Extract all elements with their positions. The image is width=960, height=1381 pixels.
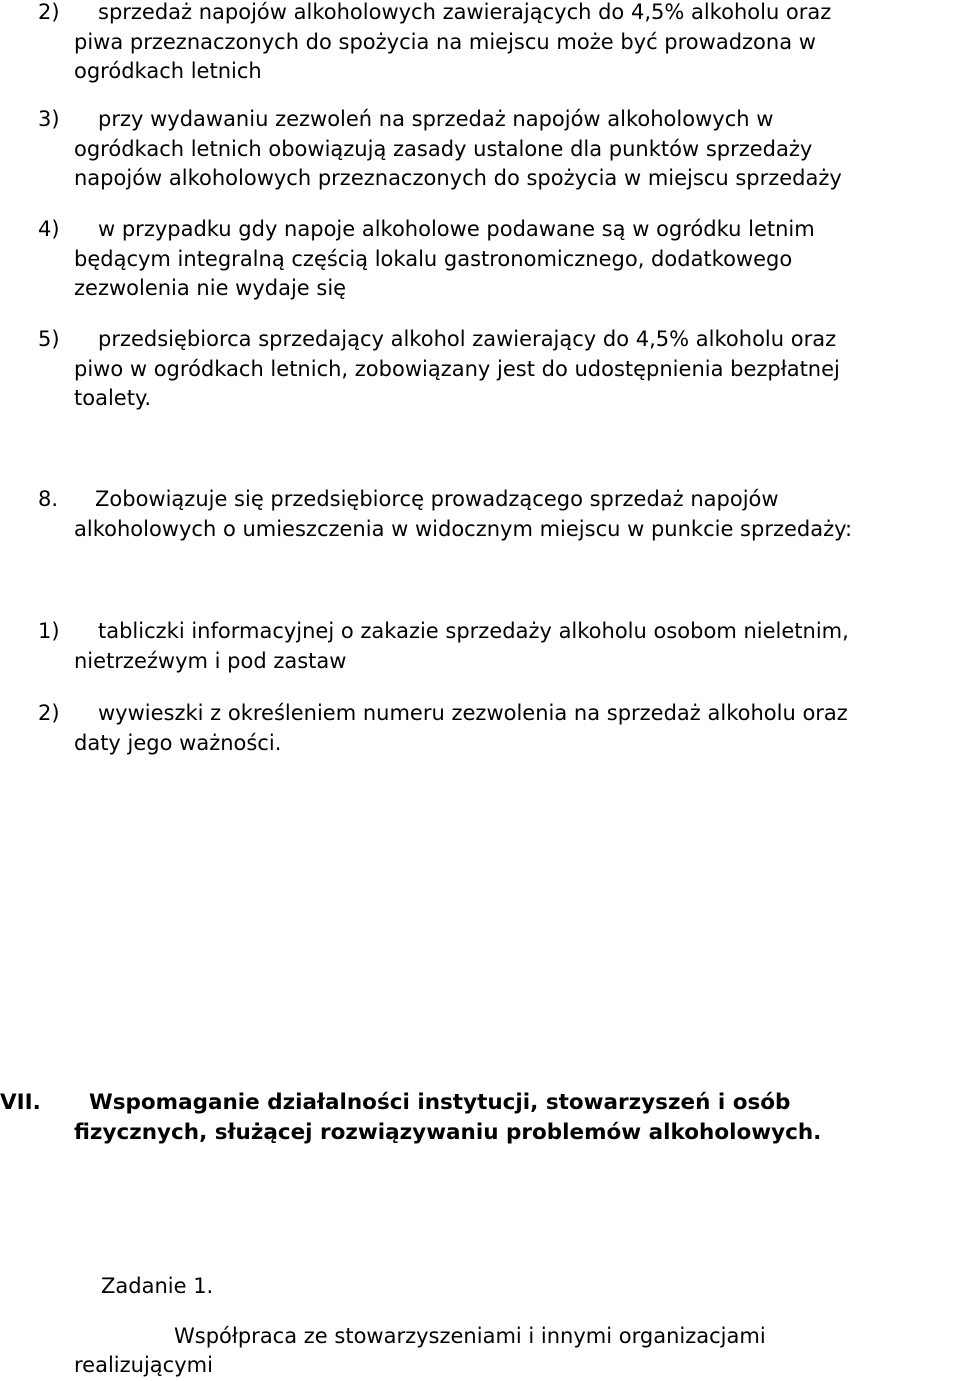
section-heading bbox=[0, 1088, 960, 1147]
item-text-line: zezwolenia nie wydaje się bbox=[74, 276, 347, 300]
section-title-line: Wspomaganie działalności instytucji, stowarzyszeń i osób bbox=[89, 1090, 791, 1115]
item-text-line: Zobowiązuje się przedsiębiorcę prowadzącego sprzedaż napojów bbox=[95, 487, 779, 511]
item-number: 5) bbox=[38, 327, 60, 351]
item-number: 2) bbox=[38, 701, 60, 725]
item-text-line: sprzedaż napojów alkoholowych zawierających do 4,5% alkoholu oraz bbox=[98, 0, 832, 24]
item-text-line: przedsiębiorca sprzedający alkohol zawierający do 4,5% alkoholu oraz bbox=[98, 327, 837, 351]
list-item-5 bbox=[38, 325, 960, 414]
item-text-line: alkoholowych o umieszczenia w widocznym miejscu w punkcie sprzedaży: bbox=[74, 516, 853, 541]
item-text-line: ogródkach letnich obowiązują zasady ustalone dla punktów sprzedaży bbox=[74, 136, 813, 161]
list-item-4 bbox=[38, 215, 960, 304]
point-8 bbox=[38, 485, 960, 544]
item-text-line: nietrzeźwym i pod zastaw bbox=[74, 648, 347, 673]
item-text-line: piwa przeznaczonych do spożycia na miejscu może być prowadzona w bbox=[74, 29, 816, 54]
item-text-line: piwo w ogródkach letnich, zobowiązany jest do udostępnienia bezpłatnej bbox=[74, 356, 840, 381]
item-text-line: ogródkach letnich bbox=[74, 59, 262, 83]
item-number: 1) bbox=[38, 619, 60, 643]
task-title-line: Współpraca ze stowarzyszeniami i innymi organizacjami bbox=[174, 1324, 766, 1348]
item-text-line: w przypadku gdy napoje alkoholowe podawane są w ogródku letnim bbox=[98, 217, 815, 241]
item-text-line: wywieszki z określeniem numeru zezwolenia na sprzedaż alkoholu oraz bbox=[98, 701, 848, 725]
item-number: 4) bbox=[38, 217, 60, 241]
section-title-line: fizycznych, służącej rozwiązywaniu problemów alkoholowych. bbox=[74, 1119, 822, 1145]
task-label: Zadanie 1. bbox=[101, 1274, 214, 1298]
item-text-line: przy wydawaniu zezwoleń na sprzedaż napojów alkoholowych w bbox=[98, 107, 774, 131]
sub-item-1 bbox=[38, 617, 960, 676]
item-text-line: napojów alkoholowych przeznaczonych do spożycia w miejscu sprzedaży bbox=[74, 166, 842, 190]
item-number: 2) bbox=[38, 0, 60, 24]
item-text-line: daty jego ważności. bbox=[74, 730, 282, 755]
item-number: 3) bbox=[38, 107, 60, 131]
item-number: 8. bbox=[38, 487, 59, 511]
item-text-line: będącym integralną częścią lokalu gastronomicznego, dodatkowego bbox=[74, 246, 793, 271]
item-text-line: tabliczki informacyjnej o zakazie sprzedaży alkoholu osobom nieletnim, bbox=[98, 619, 849, 643]
item-text-line: toalety. bbox=[74, 386, 152, 410]
task-title-line: realizującymi bbox=[74, 1353, 213, 1377]
sub-item-2 bbox=[38, 699, 960, 758]
section-number: VII. bbox=[0, 1090, 41, 1115]
list-item-2 bbox=[38, 0, 960, 87]
list-item-3 bbox=[38, 105, 960, 194]
